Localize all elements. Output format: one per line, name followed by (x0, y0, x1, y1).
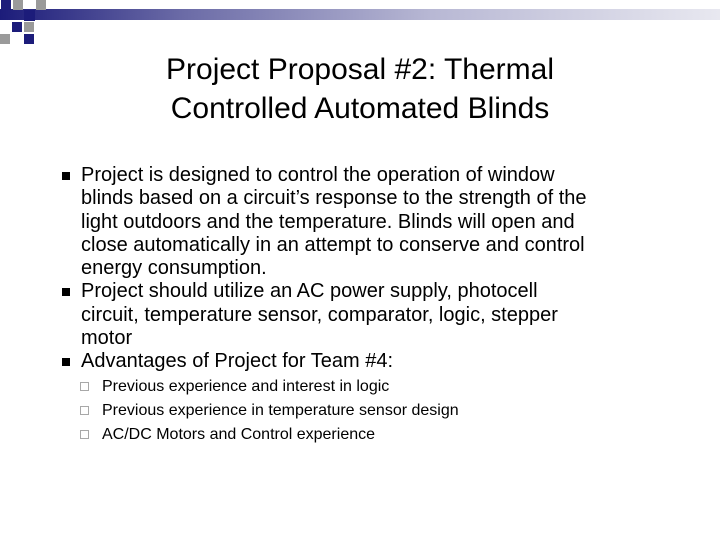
decor-square (24, 22, 34, 32)
decor-square (36, 0, 46, 10)
slide-body (62, 164, 702, 447)
hollow-square-bullet-icon (80, 382, 89, 391)
slide-title (60, 50, 660, 128)
decor-square (13, 0, 23, 10)
sub-bullet-item (80, 399, 702, 423)
bullet-text (81, 164, 693, 280)
square-bullet-icon (62, 288, 70, 296)
bullet-item (62, 280, 702, 350)
bullet-line: close automatically in an attempt to conserve and control (81, 233, 585, 256)
bullet-line: Project should utilize an AC power supply, photocell (81, 280, 538, 303)
decor-square (24, 10, 35, 21)
hollow-square-bullet-icon (80, 430, 89, 439)
bullet-line: Project is designed to control the operation of window (81, 164, 555, 186)
bullet-line: motor (81, 327, 133, 350)
square-bullet-icon (62, 172, 70, 180)
bullet-item (62, 350, 702, 373)
title-line: Project Proposal #2: Thermal (166, 53, 554, 86)
bullet-line: Advantages of Project for Team #4: (81, 350, 394, 373)
title-line: Controlled Automated Blinds (170, 92, 550, 125)
decor-square (1, 0, 11, 10)
bullet-text (81, 350, 693, 373)
bullet-line: energy consumption. (81, 257, 267, 280)
hollow-square-bullet-icon (80, 406, 89, 415)
sub-bullet-text: AC/DC Motors and Control experience (102, 425, 376, 443)
sub-bullet-text: Previous experience in temperature sensor design (102, 401, 459, 419)
bullet-text (81, 280, 693, 350)
sub-bullet-item (80, 375, 702, 399)
sub-bullet-text: Previous experience and interest in logic (102, 377, 390, 395)
sub-bullet-item (80, 423, 702, 447)
decor-square (0, 34, 10, 44)
decor-band (0, 9, 720, 20)
bullet-item (62, 164, 702, 280)
slide-decoration (0, 0, 720, 48)
square-bullet-icon (62, 358, 70, 366)
bullet-line: blinds based on a circuit’s response to the strength of the (81, 187, 587, 210)
decor-square (24, 34, 34, 44)
bullet-line: light outdoors and the temperature. Blinds will open and (81, 210, 575, 233)
bullet-line: circuit, temperature sensor, comparator, logic, stepper (81, 303, 558, 326)
decor-square (12, 22, 22, 32)
